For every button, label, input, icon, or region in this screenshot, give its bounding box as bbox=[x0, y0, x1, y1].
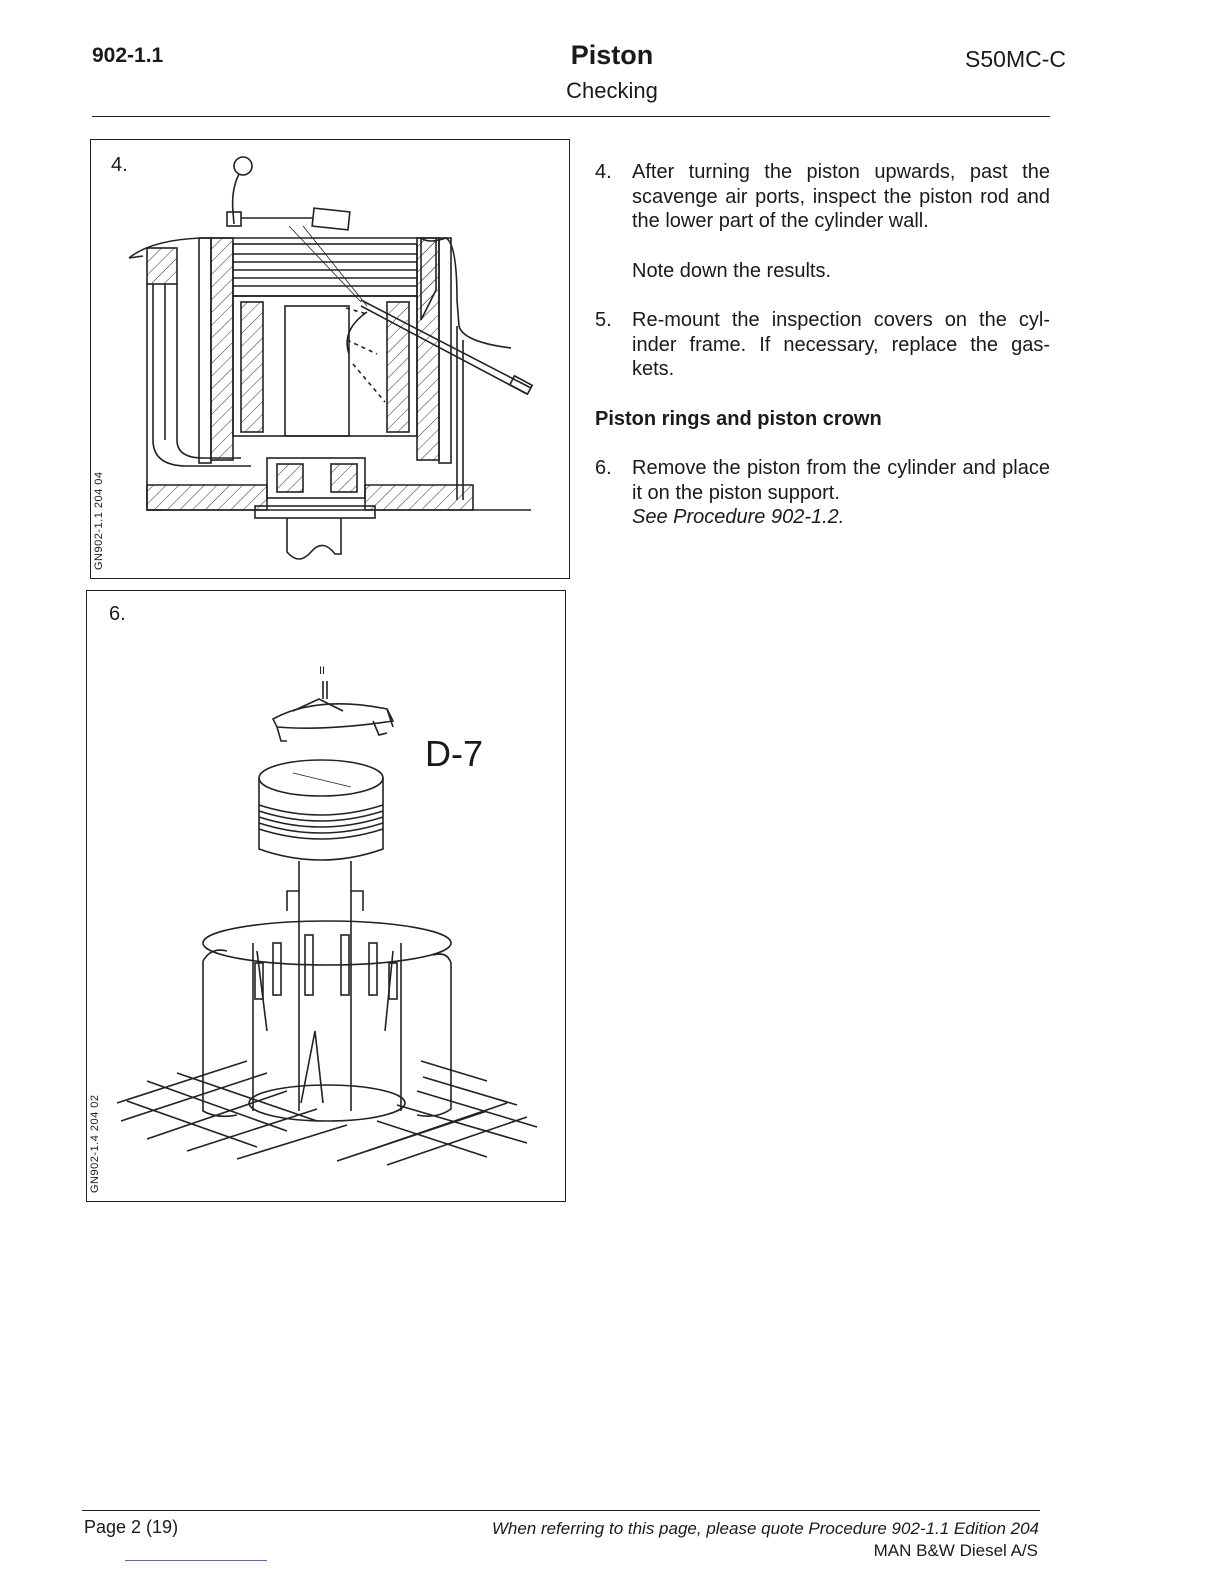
figure-4-number: 4. bbox=[111, 154, 128, 176]
section-heading: Piston rings and piston crown bbox=[595, 407, 882, 430]
footer-rule bbox=[82, 1510, 1040, 1511]
step-6 bbox=[595, 456, 1050, 530]
figure-6-label: D-7 bbox=[425, 733, 484, 774]
footer-underline bbox=[125, 1560, 267, 1561]
figure-4-panel bbox=[90, 139, 570, 579]
figure-6-mark: II bbox=[319, 665, 326, 677]
figure-6-number: 6. bbox=[109, 603, 126, 625]
company-name: MAN B&W Diesel A/S bbox=[873, 1541, 1038, 1560]
page-title: Piston bbox=[570, 40, 654, 70]
footer-quote: When referring to this page, please quote Procedure 902-1.1 Edition 204 bbox=[491, 1519, 1039, 1538]
page-number: Page 2 (19) bbox=[84, 1517, 179, 1537]
step-number: 4. bbox=[595, 161, 612, 183]
step-text: Re-mount the inspection covers on the cyl- inder frame. If necessary, replace the gas- kets. bbox=[632, 309, 1050, 380]
step-note: Note down the results. bbox=[632, 259, 831, 282]
step-number: 5. bbox=[595, 309, 612, 331]
figure-6-drawing bbox=[87, 591, 565, 1201]
engine-model: S50MC-C bbox=[965, 46, 1066, 72]
step-4 bbox=[595, 160, 1050, 234]
header-rule bbox=[92, 116, 1050, 117]
figure-4-code: GN902-1.1 204 04 bbox=[93, 471, 105, 570]
figure-4-drawing bbox=[91, 140, 569, 578]
procedure-text bbox=[595, 160, 1050, 555]
step-text: Remove the piston from the cylinder and place it on the piston support. bbox=[632, 457, 1050, 504]
procedure-code: 902-1.1 bbox=[92, 44, 164, 67]
step-5 bbox=[595, 308, 1050, 382]
figure-6-panel bbox=[86, 590, 566, 1202]
procedure-reference: See Procedure 902-1.2. bbox=[632, 506, 845, 528]
step-number: 6. bbox=[595, 457, 612, 479]
figure-6-code: GN902-1.4 204 02 bbox=[89, 1094, 101, 1193]
step-text: After turning the piston upwards, past the scavenge air ports, inspect the piston rod and the lower part of the cylinder wall. bbox=[632, 161, 1050, 232]
page-subtitle: Checking bbox=[566, 78, 658, 103]
